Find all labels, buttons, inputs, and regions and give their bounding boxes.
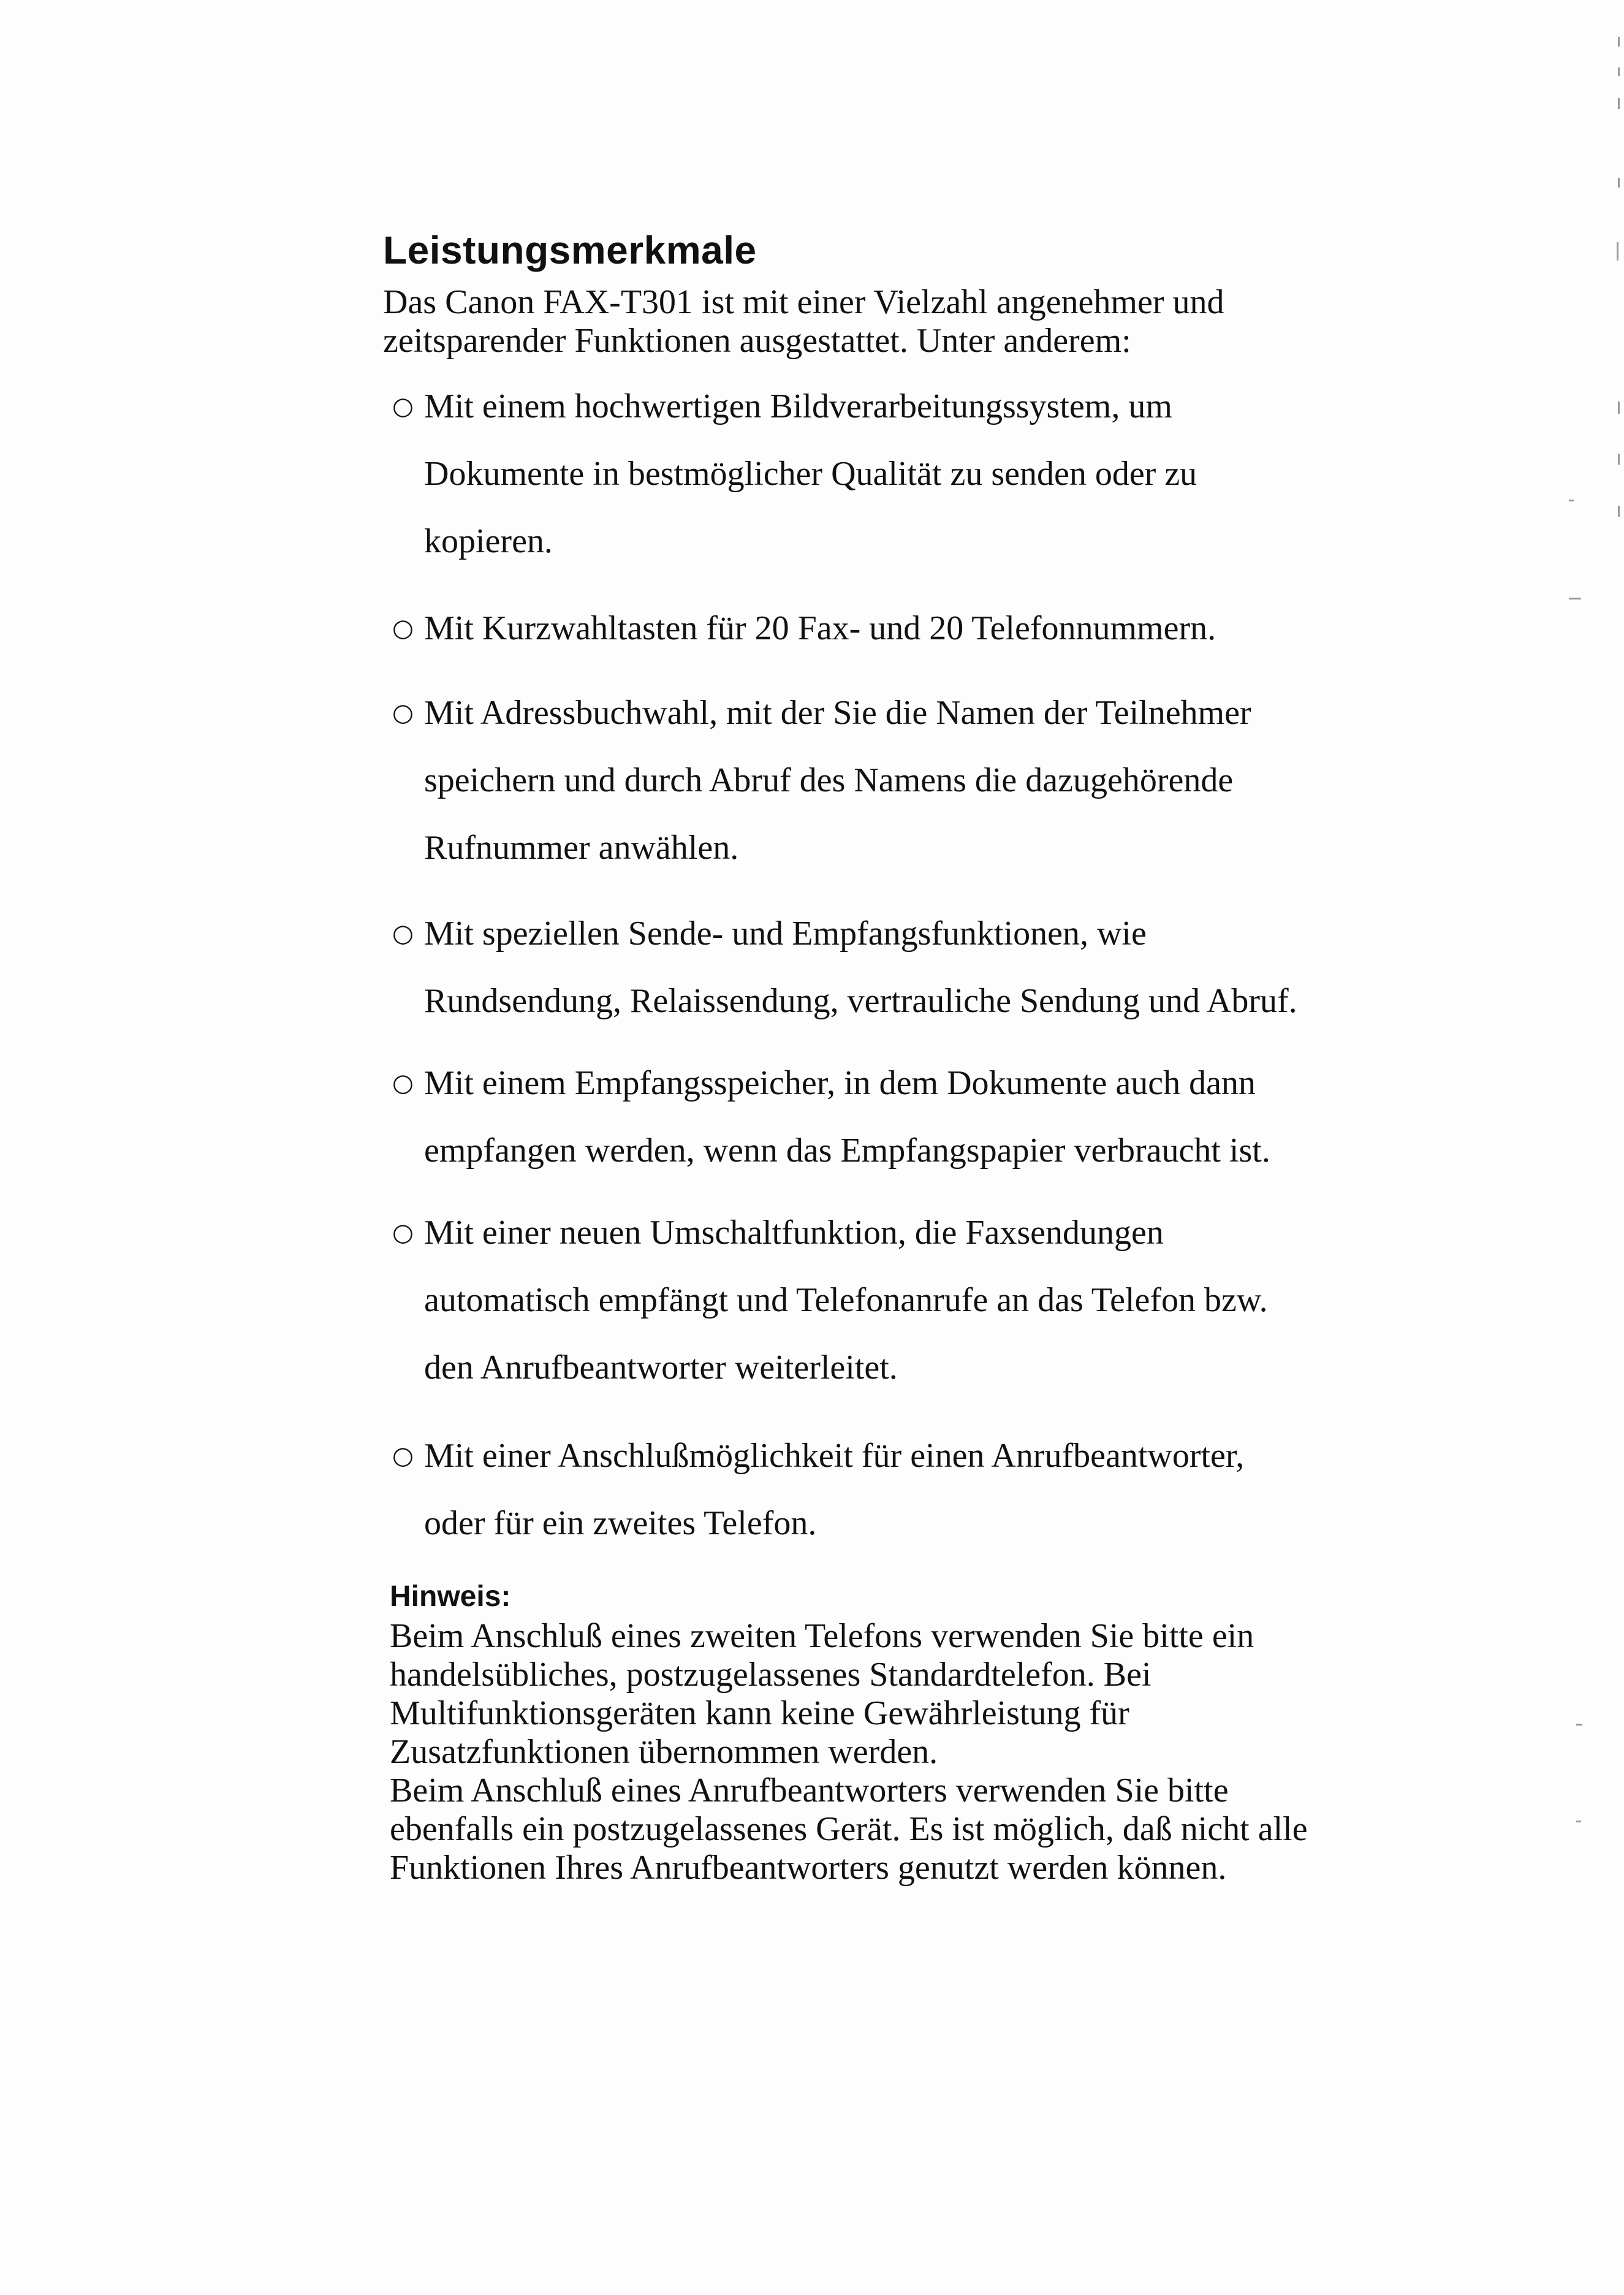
bullet-circle-icon: ○	[392, 392, 414, 421]
scan-speck	[1569, 500, 1574, 501]
scan-speck	[1618, 98, 1620, 109]
scan-speck	[1569, 598, 1581, 599]
feature-line: Mit einer neuen Umschaltfunktion, die Faxsendungen	[424, 1214, 1164, 1252]
feature-line: Mit einer Anschlußmöglichkeit für einen Anrufbeantworter,	[424, 1437, 1245, 1475]
scan-speck	[1618, 506, 1620, 517]
scan-speck	[1618, 454, 1620, 465]
note-line: Beim Anschluß eines zweiten Telefons verwenden Sie bitte ein	[390, 1617, 1254, 1655]
feature-line: Mit Kurzwahltasten für 20 Fax- und 20 Telefonnummern.	[424, 609, 1216, 647]
bullet-circle-icon: ○	[392, 614, 414, 642]
feature-item	[392, 1049, 1557, 1184]
scan-speck	[1617, 242, 1618, 261]
bullet-circle-icon: ○	[392, 1442, 414, 1470]
intro-line: zeitsparender Funktionen ausgestattet. Unter anderem:	[383, 322, 1131, 360]
feature-line: Dokumente in bestmöglicher Qualität zu senden oder zu	[424, 455, 1197, 493]
bullet-circle-icon: ○	[392, 1219, 414, 1247]
feature-line: Mit einem Empfangsspeicher, in dem Dokumente auch dann	[424, 1064, 1256, 1102]
bullet-circle-icon: ○	[392, 919, 414, 948]
intro-paragraph	[383, 283, 1486, 360]
feature-line: empfangen werden, wenn das Empfangspapier verbraucht ist.	[424, 1132, 1270, 1170]
feature-item	[392, 373, 1557, 575]
scan-speck	[1576, 1724, 1582, 1726]
note-line: handelsübliches, postzugelassenes Standardtelefon. Bei	[390, 1656, 1152, 1694]
feature-item	[392, 1199, 1557, 1401]
scan-speck	[1618, 67, 1620, 76]
feature-item	[392, 900, 1557, 1035]
note-paragraph	[390, 1617, 1554, 1887]
feature-line: Mit einem hochwertigen Bildverarbeitungssystem, um	[424, 387, 1172, 425]
feature-line: automatisch empfängt und Telefonanrufe an das Telefon bzw.	[424, 1281, 1268, 1319]
intro-line: Das Canon FAX-T301 ist mit einer Vielzahl angenehmer und	[383, 283, 1224, 321]
feature-line: Rundsendung, Relaissendung, vertrauliche Sendung und Abruf.	[424, 982, 1297, 1020]
scan-speck	[1576, 1821, 1581, 1822]
note-line: Multifunktionsgeräten kann keine Gewährleistung für	[390, 1694, 1129, 1732]
feature-line: den Anrufbeantworter weiterleitet.	[424, 1349, 898, 1387]
note-line: ebenfalls ein postzugelassenes Gerät. Es ist möglich, daß nicht alle	[390, 1810, 1308, 1848]
note-line: Zusatzfunktionen übernommen werden.	[390, 1733, 938, 1771]
scan-speck	[1618, 402, 1620, 414]
feature-line: Mit speziellen Sende- und Empfangsfunktionen, wie	[424, 915, 1147, 953]
bullet-circle-icon: ○	[392, 1069, 414, 1097]
feature-item	[392, 1422, 1557, 1557]
feature-line: speichern und durch Abruf des Namens die dazugehörende	[424, 761, 1234, 799]
scan-speck	[1618, 37, 1620, 47]
feature-item	[392, 595, 1557, 662]
feature-line: oder für ein zweites Telefon.	[424, 1504, 817, 1542]
feature-line: kopieren.	[424, 522, 553, 560]
scan-speck	[1618, 178, 1620, 188]
page-title: Leistungsmerkmale	[383, 228, 757, 272]
note-line: Funktionen Ihres Anrufbeantworters genutzt werden können.	[390, 1849, 1227, 1887]
note-heading: Hinweis:	[390, 1580, 511, 1613]
feature-line: Mit Adressbuchwahl, mit der Sie die Namen der Teilnehmer	[424, 694, 1251, 732]
feature-item	[392, 679, 1557, 881]
note-line: Beim Anschluß eines Anrufbeantworters verwenden Sie bitte	[390, 1772, 1229, 1810]
feature-line: Rufnummer anwählen.	[424, 829, 739, 867]
bullet-circle-icon: ○	[392, 699, 414, 727]
